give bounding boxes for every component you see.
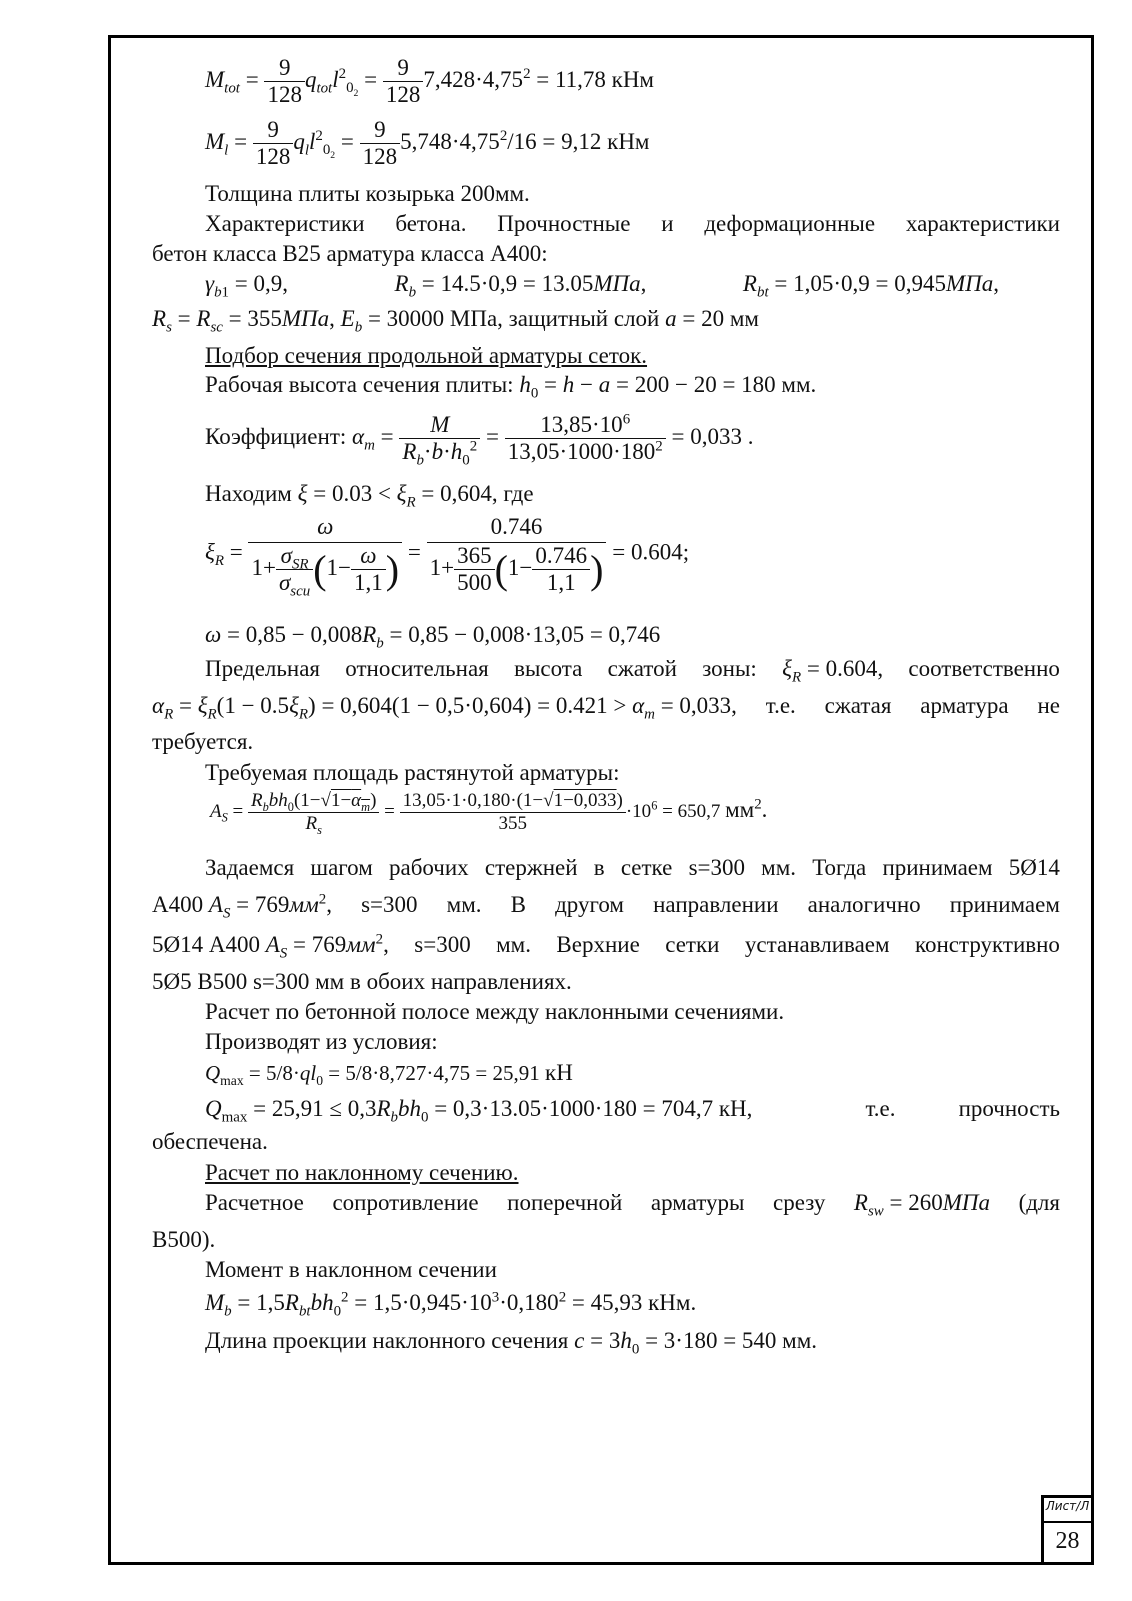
section-heading: Подбор сечения продольной арматуры сеток.: [205, 343, 648, 368]
text-line: А400 $A_S = 769мм^2$, s=300 мм. В другом направлении аналогично принимаем: [152, 891, 1060, 922]
text-line: Требуемая площадь растянутой арматуры:: [205, 760, 620, 785]
formula-qmax-1: $Q_{max} = 5/8\cdot ql_0 = 5/8\cdot 8,727\cdot 4,75 = 25,91$ кН: [205, 1060, 573, 1089]
formula-m-tot: $M_{tot}$ = $\frac{9}{128}$ $q_{tot}l^2_{0_2}$ = $\frac{9}{128}$ $7,428\cdot 4,75^2 = 11,78$ кНм: [205, 55, 654, 107]
text-line: Расчетное сопротивление поперечной арматуры срезу $R_{sw} = 260МПа$ (для: [205, 1190, 1060, 1220]
section-heading: Расчет по наклонному сечению.: [205, 1160, 519, 1185]
text-line: обеспечена.: [152, 1129, 268, 1154]
formula-h0: Рабочая высота сечения плиты: $h_0 = h - a = 200 - 20 = 180$ мм.: [205, 372, 817, 402]
formula-c: Длина проекции наклонного сечения $c = 3h_0 = 3\cdot 180 = 540$ мм.: [205, 1328, 818, 1358]
text-line: Момент в наклонном сечении: [205, 1257, 497, 1282]
formula-qmax-2: $Q_{max} = 25,91 \le 0,3R_bbh_0 = 0,3\cdot 13.05\cdot 1000\cdot 180 = 704,7$ кН, т.е. прочность: [205, 1096, 1060, 1126]
formula-concrete-props: $\gamma_{b1} = 0,9$, $R_b = 14.5\cdot 0,9 = 13.05МПа$, $R_{bt} = 1,05\cdot 0,9 = 0,945МПа$,: [205, 271, 999, 301]
stamp-divider: [1044, 1521, 1091, 1523]
sheet-stamp: [1041, 1495, 1094, 1565]
text-line: Производят из условия:: [205, 1029, 438, 1054]
formula-alpha-m: Коэффициент: $\alpha_m$ = $\frac{M}{R_b\cdot b\cdot h_0^2}$ = $\frac{13,85\cdot 10^6}{13,05\cdot 1000\cdot 180^2}$ = 0,033 .: [205, 411, 754, 469]
text-line: 5Ø5 В500 s=300 мм в обоих направлениях.: [152, 969, 572, 994]
text-line: требуется.: [152, 729, 254, 754]
formula-m-l: $M_l$ = $\frac{9}{128}$ $q_ll^2_{0_2}$ = $\frac{9}{128}$ $5,748\cdot 4,75^2/16 = 9,12$ кНм: [205, 117, 650, 169]
text-line: В500).: [152, 1227, 216, 1252]
text-line: Характеристики бетона. Прочностные и деформационные характеристики: [205, 211, 1060, 236]
formula-as: $A_S$ = $\frac{R_bbh_0(1-√1-\alpha_m)}{R_s}$ = $\frac{13,05\cdot 1\cdot 0,180\cdot(1-√1-0,033)}{355}$ $\cdot 10^6 = 650,7$ $мм^2$.: [210, 790, 768, 837]
formula-omega: $\omega = 0,85 - 0,008R_b = 0,85 - 0,008\cdot 13,05 = 0,746$: [205, 622, 661, 652]
text-line: Толщина плиты козырька 200мм.: [205, 181, 530, 206]
formula-xi: Находим $\xi = 0.03 < \xi_R = 0,604$, где: [205, 481, 534, 511]
formula-rebar-props: $R_s = R_{sc} = 355МПа$, $E_b = 30000$ МПа, защитный слой a = 20 мм: [152, 306, 759, 336]
sheet-label: Лист/Л: [1045, 1499, 1090, 1513]
formula-mb: $M_b = 1,5R_{bt}bh_0^2 = 1,5\cdot 0,945\cdot 10^3\cdot 0,180^2 = 45,93$ кНм.: [205, 1289, 697, 1320]
text-line: 5Ø14 А400 $A_S = 769мм^2$, s=300 мм. Верхние сетки устанавливаем конструктивно: [152, 931, 1060, 962]
formula-xi-r: $\xi_R$ = ω 1+ $\frac{\sigma_{SR}}{\sigma_{scu}}$ (1− $\frac{\omega}{1,1}$ ) = 0.746 1+ $\frac{365}{500}$ (1− $\frac{0.746}{1,1}$ ) = 0.604;: [205, 514, 690, 600]
text-line: Предельная относительная высота сжатой зоны: $\xi_R = 0.604$, соответственно: [205, 656, 1060, 686]
sheet-number: 28: [1055, 1528, 1080, 1554]
text-line: Расчет по бетонной полосе между наклонными сечениями.: [205, 999, 785, 1024]
formula-alpha-r: $\alpha_R = \xi_R(1 - 0.5\xi_R) = 0,604(1 - 0,5\cdot 0,604) = 0.421 > \alpha_m = 0,033$, т.е. сжатая арматура не: [152, 693, 1060, 723]
text-line: бетон класса В25 арматура класса А400:: [152, 241, 548, 266]
text-line: Задаемся шагом рабочих стержней в сетке s=300 мм. Тогда принимаем 5Ø14: [205, 855, 1060, 880]
